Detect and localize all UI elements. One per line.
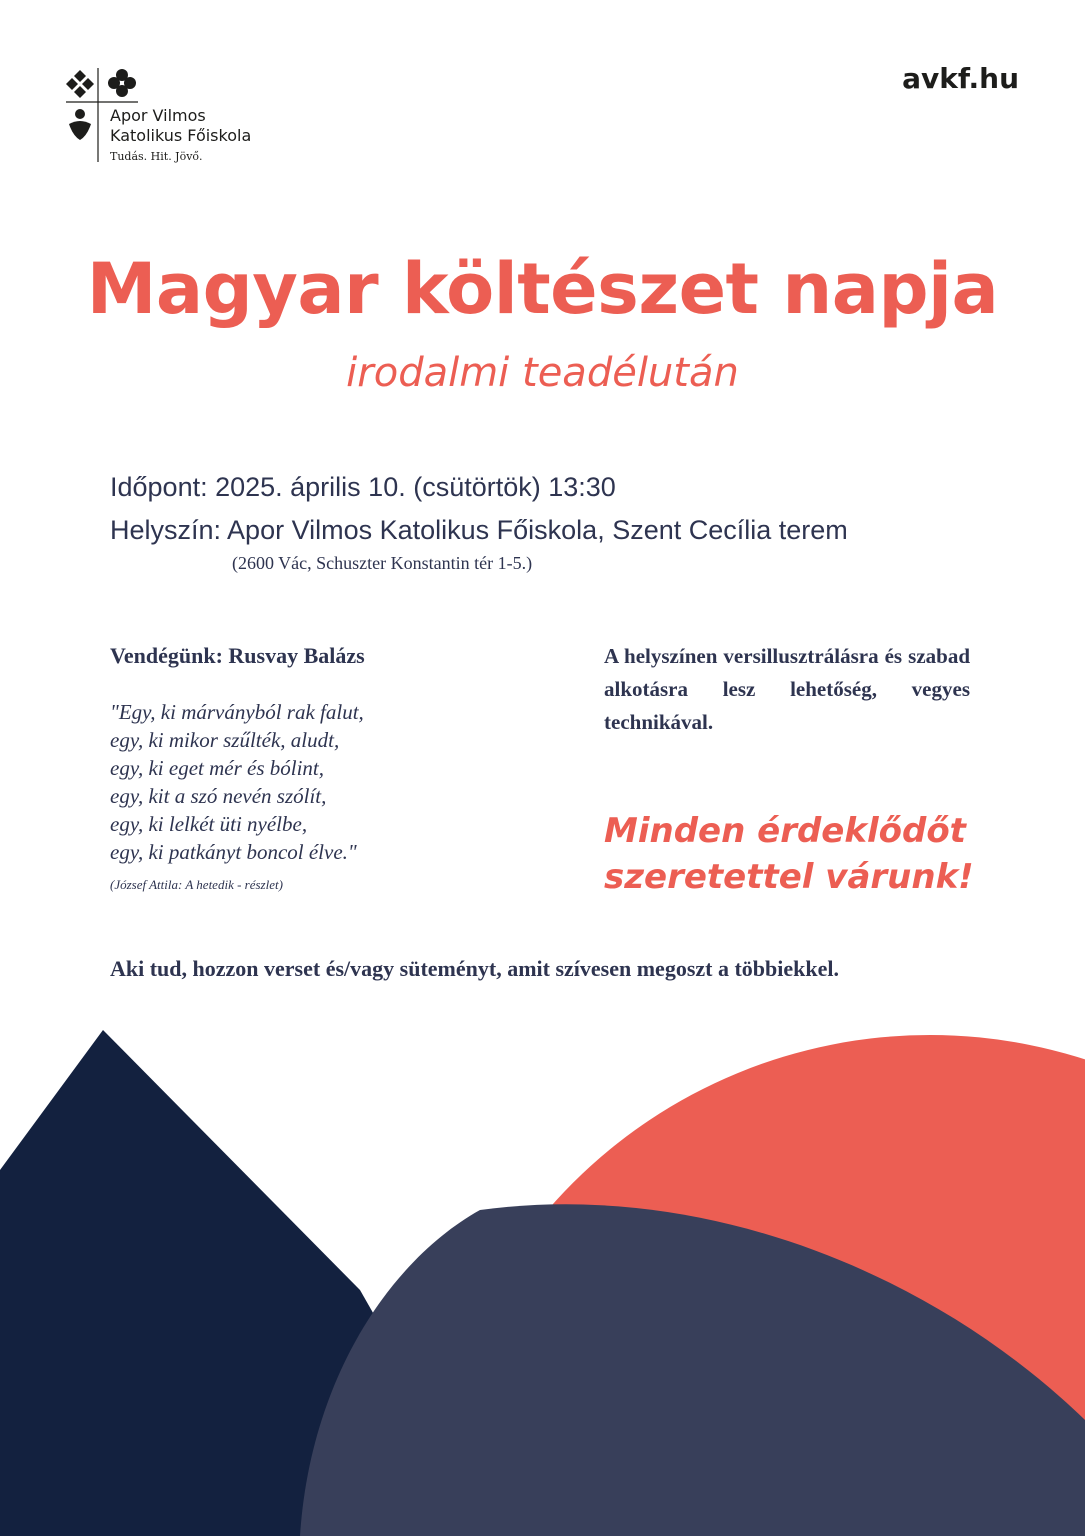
website-link[interactable]: avkf.hu xyxy=(902,62,1019,95)
welcome-message xyxy=(604,808,1004,900)
logo-tagline: Tudás. Hit. Jövő. xyxy=(110,150,203,163)
welcome-line-1: Minden érdeklődőt xyxy=(604,811,966,851)
event-date: Időpont: 2025. április 10. (csütörtök) 13:30 xyxy=(110,472,616,502)
poem-excerpt xyxy=(110,698,364,866)
poem-source: (József Attila: A hetedik - részlet) xyxy=(110,877,283,892)
event-venue: Helyszín: Apor Vilmos Katolikus Főiskola, Szent Cecília terem xyxy=(110,515,848,545)
event-address: (2600 Vác, Schuszter Konstantin tér 1-5.) xyxy=(232,553,533,573)
poem-line: egy, ki eget mér és bólint, xyxy=(110,756,325,780)
decorative-shapes xyxy=(0,1000,1085,1536)
poem-line: "Egy, ki márványból rak falut, xyxy=(110,700,364,724)
event-title: Magyar költészet napja xyxy=(86,248,999,330)
bring-note: Aki tud, hozzon verset és/vagy süteményt, amit szívesen megoszt a többiekkel. xyxy=(110,956,839,981)
event-subtitle: irodalmi teadélután xyxy=(346,350,739,396)
poem-line: egy, ki patkányt boncol élve." xyxy=(110,840,357,864)
logo-name-line1: Apor Vilmos xyxy=(110,106,206,125)
poem-line: egy, ki lelkét üti nyélbe, xyxy=(110,812,308,836)
college-logo xyxy=(62,64,292,174)
poem-line: egy, kit a szó nevén szólít, xyxy=(110,784,327,808)
poem-line: egy, ki mikor szűlték, aludt, xyxy=(110,728,340,752)
guest-name: Vendégünk: Rusvay Balázs xyxy=(110,643,365,668)
logo-name-line2: Katolikus Főiskola xyxy=(110,126,252,145)
welcome-line-2: szeretettel várunk! xyxy=(604,857,974,897)
activity-description: A helyszínen versillusztrálásra és szabad alkotásra lesz lehetőség, vegyes technikával. xyxy=(604,644,970,734)
